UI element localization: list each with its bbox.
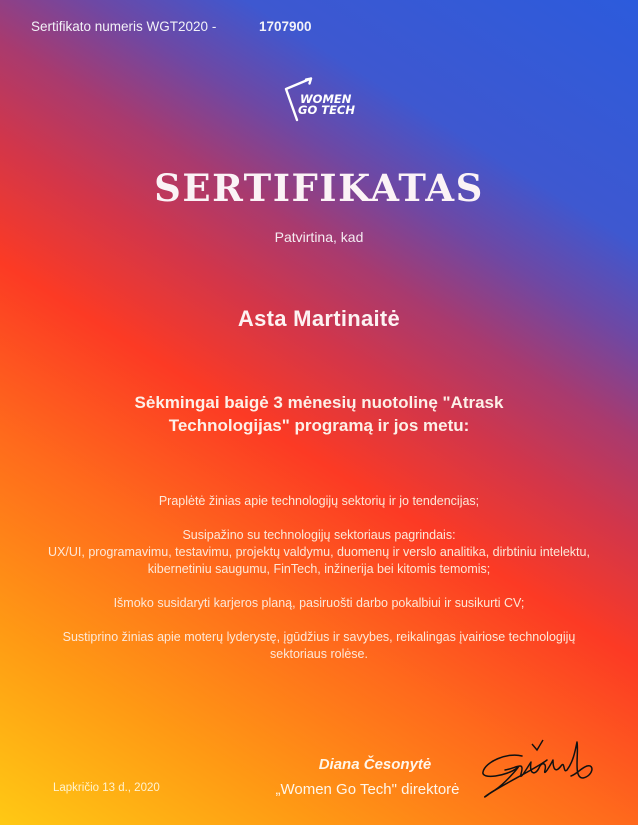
- svg-text:GO TECH: GO TECH: [298, 103, 355, 117]
- achievement-item: Sustiprino žinias apie moterų lyderystę, įgūdžius ir savybes, reikalingas įvairiose technologijų sektoriaus rolėse.: [62, 630, 576, 661]
- achievement-item: Išmoko susidaryti karjeros planą, pasiruošti darbo pokalbiui ir susikurti CV;: [113, 596, 525, 610]
- certificate-number-value: 1707900: [259, 19, 312, 34]
- signer-role: „Women Go Tech" direktorė: [275, 781, 460, 798]
- achievement-item: Praplėtė žinias apie technologijų sektorių ir jo tendencijas;: [158, 494, 480, 508]
- signature-icon: [477, 738, 597, 800]
- achievement-item: Susipažino su technologijų sektoriaus pagrindais:: [182, 528, 456, 542]
- svg-text:WOMEN: WOMEN: [300, 92, 352, 106]
- achievements-list: [30, 493, 608, 680]
- signer-name: Diana Česonytė: [318, 756, 432, 773]
- recipient-name: Asta Martinaitė: [237, 306, 401, 331]
- certificate-number-label: Sertifikato numeris WGT2020 -: [31, 19, 217, 34]
- issue-date: Lapkričio 13 d., 2020: [53, 782, 160, 794]
- achievement-item: UX/UI, programavimu, testavimu, projektų valdymu, duomenų ir verslo analitika, dirbtiniu intelektu, kibernetiniu saugumu, FinTech, inžinerija bei kitomis temomis;: [48, 545, 590, 576]
- women-go-tech-logo-icon: [283, 77, 357, 123]
- certificate-number: [31, 19, 312, 34]
- certificate-title: SERTIFIKATAS: [154, 166, 484, 210]
- completion-statement: Sėkmingai baigė 3 mėnesių nuotolinę "Atrask Technologijas" programą ir jos metu:: [134, 393, 504, 435]
- confirms-text: Patvirtina, kad: [274, 229, 364, 245]
